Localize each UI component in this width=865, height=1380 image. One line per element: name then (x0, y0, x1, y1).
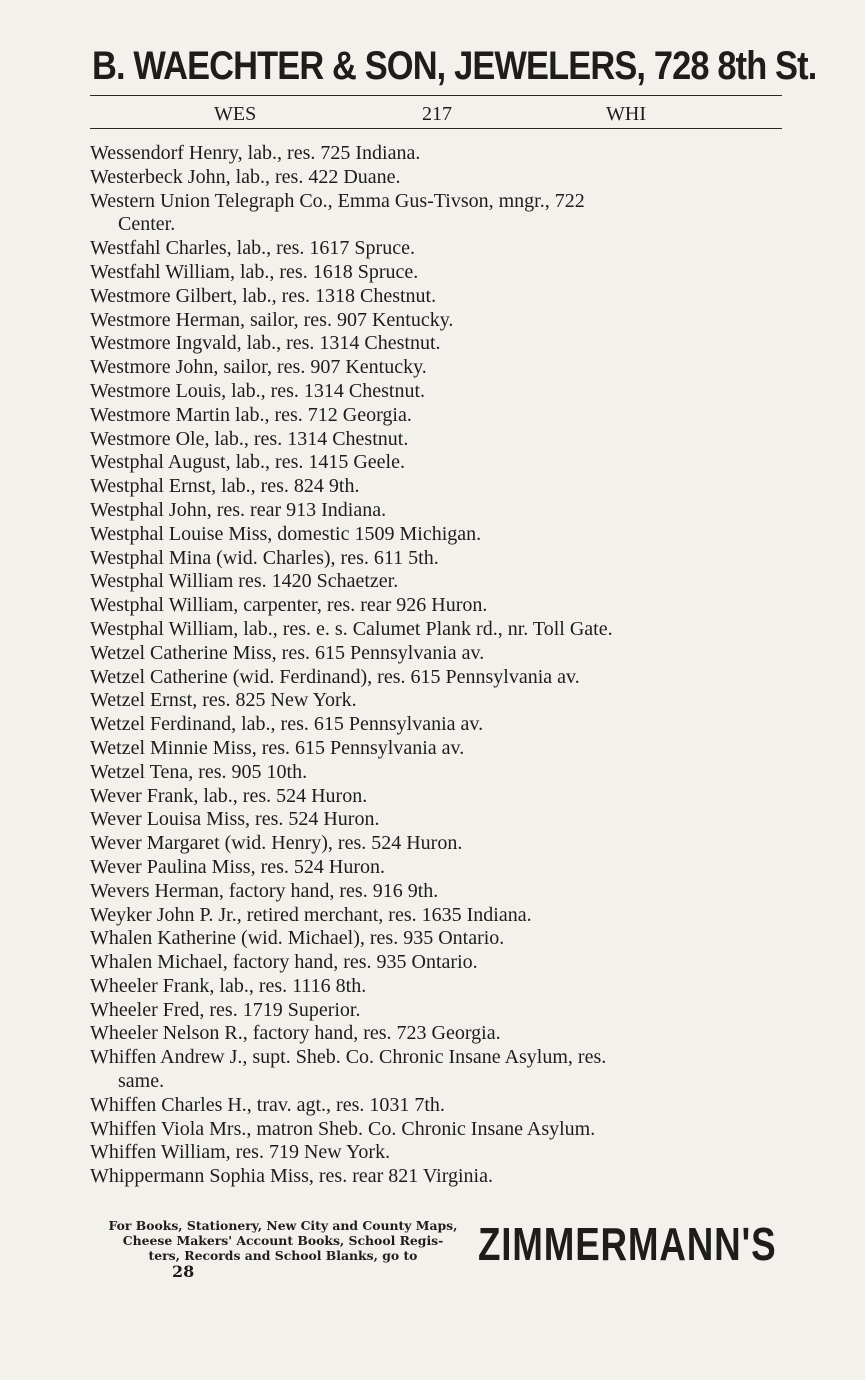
directory-entry (90, 785, 784, 809)
entry-text: Wetzel Ernst, res. 825 New York. (90, 689, 357, 712)
page-number: 217 (422, 103, 452, 125)
ad-line: Cheese Makers' Account Books, School Regis- (122, 1233, 444, 1248)
directory-entry (90, 237, 784, 261)
entry-text: Whiffen William, res. 719 New York. (90, 1141, 391, 1164)
directory-entry (90, 475, 784, 499)
directory-entry (90, 309, 784, 333)
entry-text: Westmore Gilbert, lab., res. 1318 Chestnut. (90, 284, 437, 307)
entry-text: Wetzel Catherine (wid. Ferdinand), res. 615 Pennsylvania av. (90, 665, 580, 688)
directory-entry (90, 1165, 784, 1189)
entry-text: Wever Louisa Miss, res. 524 Huron. (90, 808, 380, 831)
entry-text: Westphal Mina (wid. Charles), res. 611 5th. (90, 546, 439, 569)
entry-text: Wessendorf Henry, lab., res. 725 Indiana. (90, 142, 421, 164)
directory-entry (90, 356, 784, 380)
directory-entry (90, 1141, 784, 1165)
entry-text: Westphal August, lab., res. 1415 Geele. (90, 451, 405, 474)
directory-entry (90, 451, 784, 475)
left-guide-word: WES (214, 103, 257, 125)
ad-line: ters, Records and School Blanks, go to (148, 1248, 418, 1263)
entry-text: Wever Margaret (wid. Henry), res. 524 Huron. (90, 832, 463, 855)
entry-text: Westmore Ole, lab., res. 1314 Chestnut. (90, 427, 409, 450)
entry-text: Westphal William, carpenter, res. rear 926 Huron. (90, 594, 488, 617)
directory-entry (90, 856, 784, 880)
directory-entry (90, 332, 784, 356)
directory-entry (90, 666, 784, 690)
directory-entry (90, 523, 784, 547)
directory-entry (90, 1046, 784, 1094)
entry-text: Westphal Ernst, lab., res. 824 9th. (90, 475, 360, 498)
banner-rule (90, 95, 782, 96)
right-guide-word: WHI (606, 103, 646, 125)
directory-entry (90, 1118, 784, 1142)
entry-text: Wever Paulina Miss, res. 524 Huron. (90, 855, 386, 878)
directory-entry (90, 832, 784, 856)
directory-entry (90, 975, 784, 999)
running-head-rule (90, 128, 782, 129)
entry-text: Weyker John P. Jr., retired merchant, res. 1635 Indiana. (90, 903, 532, 926)
entry-continuation: same. (118, 1070, 165, 1093)
entry-text: Wetzel Minnie Miss, res. 615 Pennsylvania av. (90, 736, 465, 759)
entry-text: Westphal William, lab., res. e. s. Calumet Plank rd., nr. Toll Gate. (90, 617, 613, 640)
entry-text: Whiffen Charles H., trav. agt., res. 1031 7th. (90, 1093, 445, 1116)
entry-text: Wheeler Fred, res. 1719 Superior. (90, 998, 361, 1021)
entry-text: Wetzel Tena, res. 905 10th. (90, 760, 308, 783)
directory-entry (90, 689, 784, 713)
entry-text: Westfahl William, lab., res. 1618 Spruce. (90, 260, 419, 283)
entry-text: Westphal Louise Miss, domestic 1509 Michigan. (90, 522, 482, 545)
entry-text: Wheeler Frank, lab., res. 1116 8th. (90, 974, 367, 997)
entry-text: Westerbeck John, lab., res. 422 Duane. (90, 165, 401, 188)
advertiser-brand: ZIMMERMANN'S (478, 1218, 777, 1270)
entry-text: Wheeler Nelson R., factory hand, res. 723 Georgia. (90, 1022, 501, 1045)
entry-text: Wever Frank, lab., res. 524 Huron. (90, 784, 368, 807)
entry-text: Westphal John, res. rear 913 Indiana. (90, 498, 387, 521)
directory-entry (90, 618, 784, 642)
directory-entry (90, 570, 784, 594)
directory-entry (90, 404, 784, 428)
directory-entry (90, 142, 784, 166)
directory-entry (90, 904, 784, 928)
entry-text: Whalen Katherine (wid. Michael), res. 935 Ontario. (90, 927, 505, 950)
directory-entry (90, 1022, 784, 1046)
directory-entry (90, 880, 784, 904)
directory-entry (90, 499, 784, 523)
entry-text: Wetzel Catherine Miss, res. 615 Pennsylvania av. (90, 641, 485, 664)
directory-entry (90, 428, 784, 452)
directory-entry (90, 594, 784, 618)
entry-text: Wevers Herman, factory hand, res. 916 9th. (90, 879, 439, 902)
directory-entry (90, 951, 784, 975)
entry-text: Whiffen Andrew J., supt. Sheb. Co. Chronic Insane Asylum, res. (90, 1046, 607, 1069)
directory-entries (90, 142, 784, 1189)
entry-text: Westmore John, sailor, res. 907 Kentucky. (90, 356, 427, 379)
directory-entry (90, 999, 784, 1023)
directory-entry (90, 285, 784, 309)
folio-number: 28 (172, 1262, 195, 1281)
entry-text: Westfahl Charles, lab., res. 1617 Spruce. (90, 237, 415, 260)
directory-entry (90, 642, 784, 666)
directory-entry (90, 927, 784, 951)
directory-entry (90, 380, 784, 404)
entry-text: Whalen Michael, factory hand, res. 935 Ontario. (90, 951, 478, 974)
directory-entry (90, 261, 784, 285)
entry-continuation: Center. (118, 213, 176, 236)
entry-text: Westmore Louis, lab., res. 1314 Chestnut. (90, 379, 426, 402)
entry-text: Westphal William res. 1420 Schaetzer. (90, 570, 399, 593)
directory-entry (90, 1094, 784, 1118)
entry-text: Wetzel Ferdinand, lab., res. 615 Pennsylvania av. (90, 713, 484, 736)
entry-text: Westmore Ingvald, lab., res. 1314 Chestnut. (90, 332, 441, 355)
ad-line: For Books, Stationery, New City and County Maps, (108, 1218, 458, 1233)
entry-text: Whiffen Viola Mrs., matron Sheb. Co. Chronic Insane Asylum. (90, 1117, 596, 1140)
directory-entry (90, 166, 784, 190)
entry-text: Western Union Telegraph Co., Emma Gus-Tivson, mngr., 722 (90, 189, 585, 212)
directory-entry (90, 761, 784, 785)
entry-text: Westmore Martin lab., res. 712 Georgia. (90, 403, 412, 426)
directory-entry (90, 713, 784, 737)
page-banner: B. WAECHTER & SON, JEWELERS, 728 8th St. (92, 44, 817, 88)
entry-text: Westmore Herman, sailor, res. 907 Kentucky. (90, 308, 454, 331)
directory-entry (90, 190, 784, 238)
directory-entry (90, 737, 784, 761)
footer-advertisement (88, 1218, 478, 1281)
directory-entry (90, 808, 784, 832)
directory-entry (90, 547, 784, 571)
entry-text: Whippermann Sophia Miss, res. rear 821 Virginia. (90, 1165, 493, 1188)
running-head (92, 100, 780, 128)
